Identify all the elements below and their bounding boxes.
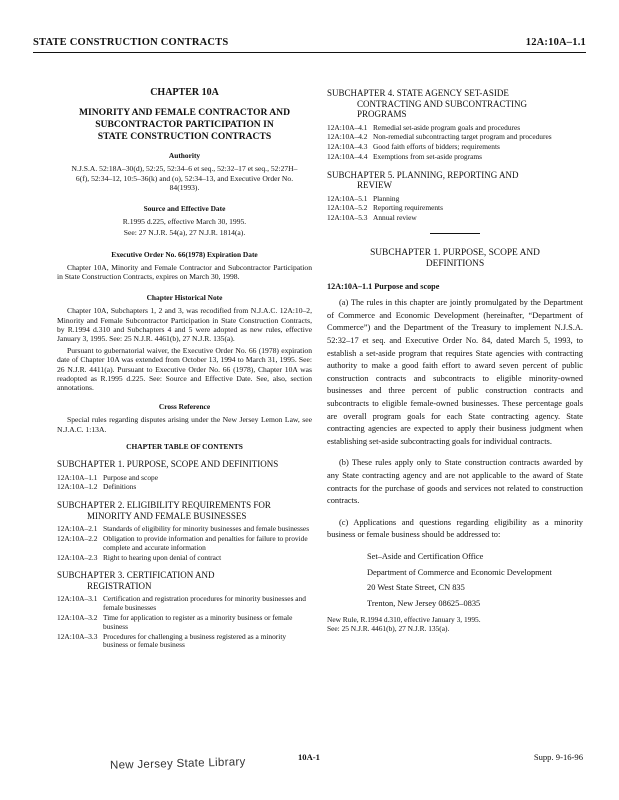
toc-item: 12A:10A–5.3 Annual review <box>327 213 417 223</box>
toc-heading: CHAPTER TABLE OF CONTENTS <box>126 441 243 451</box>
toc-subchapter-2-heading: SUBCHAPTER 2. ELIGIBILITY REQUIREMENTS FOR MINORITY AND FEMALE BUSINESSES <box>57 500 271 521</box>
toc-item: 12A:10A–3.1 Certification and registration procedures for minority businesses and female businesses <box>57 594 306 613</box>
paragraph-c: (c) Applications and questions regarding eligibility as a minority business or female business should be addressed to: <box>327 517 583 540</box>
section-title: 12A:10A–1.1 Purpose and scope <box>327 282 440 292</box>
history-heading: Chapter Historical Note <box>146 293 223 303</box>
cross-reference-text: Special rules regarding disputes arising under the New Jersey Lemon Law, see N.J.A.C. 1:13A. <box>57 415 312 434</box>
supplement-date: Supp. 9-16-96 <box>533 752 583 762</box>
toc-item: 12A:10A–2.2 Obligation to provide information and penalties for failure to provide complete and accurate information <box>57 533 308 552</box>
toc-subchapter-4-heading: SUBCHAPTER 4. STATE AGENCY SET-ASIDE CONTRACTING AND SUBCONTRACTING PROGRAMS <box>327 88 528 119</box>
toc-subchapter-5-heading: SUBCHAPTER 5. PLANNING, REPORTING AND REVIEW <box>327 169 519 191</box>
authority-text: N.J.S.A. 52:18A–30(d), 52:25, 52:34–6 et seq., 52:32–17 et seq., 52:27H–6(f), 52:34–12, 10:5–36(k) and (o), 52:34–13, and Executive Order No. 84(1993). <box>71 164 298 192</box>
paragraph-b: (b) These rules apply only to State construction contracts awarded by any State contracting agency and are not applicable to the award of State contracts for the purchase of goods and services not related to construction contracts. <box>327 458 583 506</box>
toc-item: 12A:10A–2.1 Standards of eligibility for minority businesses and female businesses <box>57 524 310 534</box>
toc-item: 12A:10A–4.2 Non-remedial subcontracting target program and procedures <box>327 132 552 142</box>
left-column <box>57 88 312 651</box>
history-note: New Rule, R.1994 d.310, effective January 3, 1995. See: 25 N.J.R. 4461(b), 27 N.J.R. 135(a). <box>327 615 481 634</box>
toc-item: 12A:10A–5.2 Reporting requirements <box>327 203 443 213</box>
subchapter-1-heading: SUBCHAPTER 1. PURPOSE, SCOPE AND DEFINITIONS <box>370 248 540 270</box>
source-line-2: See: 27 N.J.R. 54(a), 27 N.J.R. 1814(a). <box>123 228 246 238</box>
running-head-section: 12A:10A–1.1 <box>525 37 586 48</box>
source-line-1: R.1995 d.225, effective March 30, 1995. <box>122 217 247 227</box>
toc-subchapter-1-heading: SUBCHAPTER 1. PURPOSE, SCOPE AND DEFINITIONS <box>57 459 279 470</box>
authority-heading: Authority <box>168 151 201 161</box>
toc-item: 12A:10A–4.3 Good faith efforts of bidders; requirements <box>327 142 500 152</box>
history-paragraph-2: Pursuant to gubernatorial waiver, the Executive Order No. 66 (1978) expiration date of Chapter 10A was extended from October 13, 1994 to March 31, 1995. See: 26 N.J.R. 4411(a). Pursuant to Executive Order No. 66 (1978), Chapter 10A was readopted as R.1995 d.225. See: Source and Effective Date. See, also, section annotations. <box>57 346 312 393</box>
mailing-address: Set–Aside and Certification Office Department of Commerce and Economic Development 20 West State Street, CN 835 Trenton, New Jersey 08625–0835 <box>367 551 552 608</box>
toc-item: 12A:10A–5.1 Planning <box>327 193 400 203</box>
source-heading: Source and Effective Date <box>143 204 226 214</box>
toc-item: 12A:10A–2.3 Right to hearing upon denial of contract <box>57 552 222 562</box>
section-divider <box>430 233 480 234</box>
toc-item: 12A:10A–3.2 Time for application to register as a minority business or female business <box>57 612 293 631</box>
eo-heading: Executive Order No. 66(1978) Expiration Date <box>111 249 258 259</box>
library-stamp: New Jersey State Library <box>109 756 246 772</box>
toc-item: 12A:10A–1.2 Definitions <box>57 482 137 492</box>
history-paragraph-1: Chapter 10A, Subchapters 1, 2 and 3, was recodified from N.J.A.C. 12A:10–2, Minority and Female Subcontractor Participation in State Construction Contracts, by R.1994 d.310 and Subchapters 4 and 5 were adopted as new rules, effective January 3, 1995. See: 25 N.J.R. 4461(b), 27 N.J.R. 135(a). <box>57 306 312 344</box>
toc-item: 12A:10A–4.1 Remedial set-aside program goals and procedures <box>327 122 521 132</box>
running-head <box>33 37 586 48</box>
page-number: 10A-1 <box>298 752 320 762</box>
running-head-title: STATE CONSTRUCTION CONTRACTS <box>33 37 229 48</box>
toc-item: 12A:10A–3.3 Procedures for challenging a business registered as a minority business or female business <box>57 631 287 650</box>
right-column <box>327 88 583 634</box>
header-rule <box>33 52 586 53</box>
eo-text: Chapter 10A, Minority and Female Contractor and Subcontractor Participation in State Construction Contracts, expires on March 30, 1998. <box>57 262 312 282</box>
toc-item: 12A:10A–4.4 Exemptions from set-aside programs <box>327 151 482 161</box>
chapter-number: CHAPTER 10A <box>150 87 219 98</box>
cross-reference-heading: Cross Reference <box>158 402 211 412</box>
toc-subchapter-3-heading: SUBCHAPTER 3. CERTIFICATION AND REGISTRATION <box>57 570 215 591</box>
toc-item: 12A:10A–1.1 Purpose and scope <box>57 472 159 482</box>
paragraph-a: (a) The rules in this chapter are jointly promulgated by the Department of Commerce and Economic Development (hereinafter, “Department of Commerce”) and the Department of the Treasury to implement N.J.S.A. 52:32–17 et seq. and Executive Order No. 84, dated March 5, 1993, to establish a set-aside program that requires State agencies with contracting authority to make a good faith effort to award seven percent of public construction contracts and subcontracts to eligible minority-owned businesses and three percent of public construction contracts and subcontracts to eligible female-owned businesses. These percentage goals are overall program goals for each State contracting agency. State contracting agencies are expected to apply their business judgment when establishing set-aside subcontracting goals for individual contracts. <box>327 298 583 446</box>
chapter-title: MINORITY AND FEMALE CONTRACTOR AND SUBCONTRACTOR PARTICIPATION IN STATE CONSTRUCTION CONTRACTS <box>78 107 291 143</box>
